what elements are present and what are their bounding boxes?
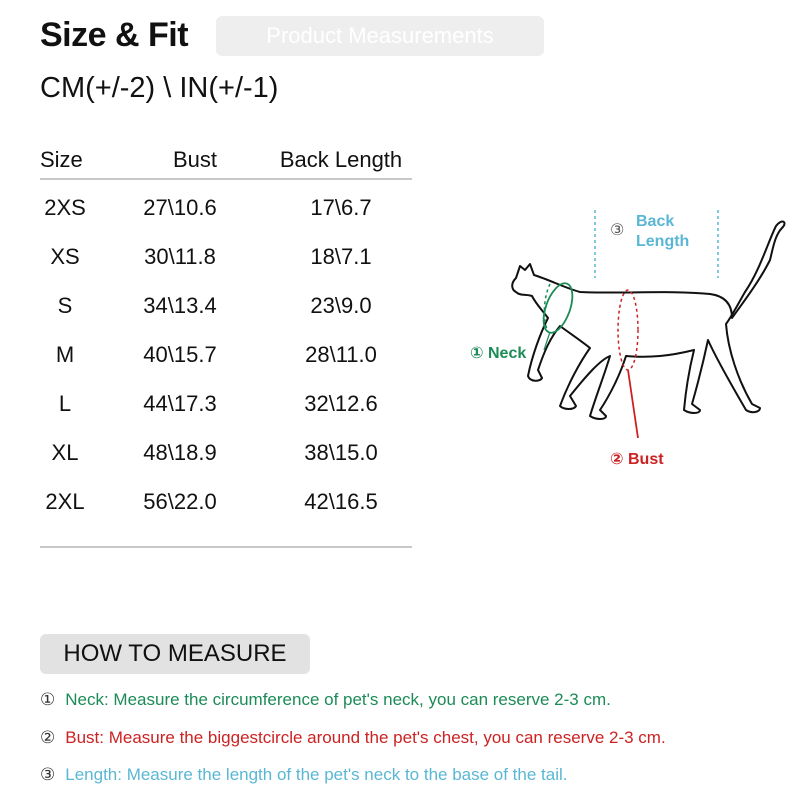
table-row [40, 379, 412, 428]
back-length-cell: 28\11.0 [305, 341, 377, 367]
size-cell: XS [50, 243, 80, 269]
table-row [40, 477, 412, 526]
back-length-cell: 23\9.0 [310, 292, 372, 318]
column-header-back-length: Back Length [279, 147, 403, 172]
table-row [40, 330, 412, 379]
bust-cell: 40\15.7 [143, 341, 217, 367]
cat-measurement-diagram [470, 200, 800, 490]
back-length-label-line2: Length [636, 233, 690, 250]
table-body [40, 180, 412, 526]
length-instruction-number: ③ [40, 765, 56, 784]
bust-cell: 27\10.6 [143, 194, 217, 220]
table-row [40, 183, 412, 232]
bust-label: ② Bust [610, 451, 664, 468]
back-length-label-line1: Back [636, 213, 675, 230]
size-cell: L [58, 390, 72, 416]
bust-cell: 34\13.4 [143, 292, 217, 318]
product-measurements-badge: Product Measurements [216, 16, 544, 56]
length-instruction [40, 765, 568, 785]
size-cell: XL [51, 439, 79, 465]
table-row [40, 232, 412, 281]
bust-instruction [40, 728, 666, 748]
bust-instruction-number: ② [40, 728, 56, 747]
how-to-measure-heading: HOW TO MEASURE [40, 634, 310, 674]
back-length-cell: 17\6.7 [310, 194, 372, 220]
neck-label: ① Neck [470, 345, 527, 362]
bust-instruction-text: Bust: Measure the biggestcircle around the pet's chest, you can reserve 2-3 cm. [65, 728, 666, 747]
back-length-cell: 38\15.0 [304, 439, 378, 465]
bust-cell: 48\18.9 [143, 439, 217, 465]
column-header-bust: Bust [172, 147, 218, 172]
table-row [40, 428, 412, 477]
column-header-size: Size [40, 147, 83, 172]
back-length-label [636, 212, 689, 252]
table-row [40, 281, 412, 330]
page-title: Size & Fit [40, 16, 189, 54]
back-length-cell: 42\16.5 [304, 488, 378, 514]
size-table [40, 142, 412, 526]
bust-cell: 30\11.8 [144, 243, 216, 269]
table-bottom-divider [40, 546, 412, 548]
table-header [40, 142, 412, 180]
bust-cell: 56\22.0 [143, 488, 217, 514]
neck-instruction [40, 690, 611, 710]
units-note: CM(+/-2) \ IN(+/-1) [40, 72, 279, 104]
size-cell: 2XS [44, 194, 86, 220]
size-cell: M [55, 341, 75, 367]
neck-instruction-number: ① [40, 690, 56, 709]
size-cell: 2XL [45, 488, 85, 514]
neck-instruction-text: Neck: Measure the circumference of pet's neck, you can reserve 2-3 cm. [65, 690, 611, 709]
back-length-cell: 32\12.6 [304, 390, 378, 416]
size-cell: S [57, 292, 73, 318]
back-length-cell: 18\7.1 [310, 243, 372, 269]
length-instruction-text: Length: Measure the length of the pet's neck to the base of the tail. [65, 765, 568, 784]
back-length-number: ③ [610, 222, 625, 239]
bust-cell: 44\17.3 [143, 390, 217, 416]
